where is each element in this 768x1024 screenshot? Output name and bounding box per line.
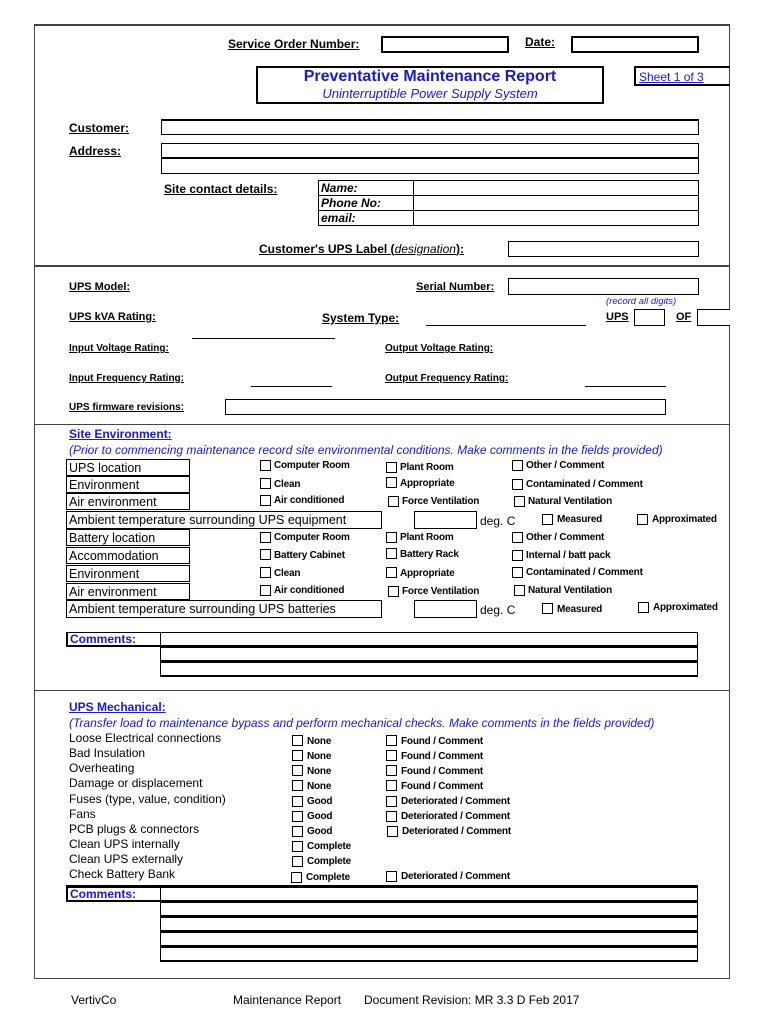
footer-doc-name: Maintenance Report [233, 993, 342, 1007]
system-type-label: System Type: [322, 311, 400, 325]
option-label: Good [307, 826, 333, 837]
checkbox-none[interactable] [292, 750, 303, 761]
contact-row-name [319, 181, 699, 196]
ups-designation-input[interactable] [508, 241, 699, 257]
service-order-input[interactable] [381, 36, 509, 53]
checkbox-battery-cabinet[interactable] [260, 549, 271, 560]
checkbox-natural-ventilation[interactable] [514, 496, 525, 507]
contact-email-label: email: [319, 211, 414, 226]
ups-of-label: OF [676, 311, 692, 323]
option-label: None [307, 751, 332, 762]
checkbox-clean[interactable] [260, 567, 271, 578]
temp-unit: deg. C [480, 514, 516, 528]
contact-name-input[interactable] [414, 181, 699, 196]
checkbox-deteriorated-comment[interactable] [386, 871, 397, 882]
option-label: Deteriorated / Comment [402, 826, 511, 837]
report-subtitle: Uninterruptible Power Supply System [322, 86, 538, 101]
mech-comment-line-1[interactable] [160, 887, 698, 902]
checkbox-measured[interactable] [542, 603, 553, 614]
mech-item-label: Bad Insulation [69, 746, 146, 760]
serial-number-label: Serial Number: [416, 281, 495, 293]
checkbox-good[interactable] [292, 811, 303, 822]
ups-designation-prefix: Customer's UPS Label ( [259, 242, 395, 256]
address-line1-input[interactable] [161, 143, 699, 159]
env-row-label: Accommodation [66, 547, 190, 564]
checkbox-battery-rack[interactable] [386, 548, 397, 559]
mech-item-label: Fuses (type, value, condition) [69, 792, 226, 806]
input-frequency-label: Input Frequency Rating: [69, 373, 184, 384]
ups-model-label: UPS Model: [69, 281, 131, 293]
env-row-label: Environment [66, 565, 190, 582]
output-frequency-label: Output Frequency Rating: [385, 373, 509, 384]
checkbox-force-ventilation[interactable] [388, 496, 399, 507]
contact-name-label: Name: [319, 181, 414, 196]
option-label: Computer Room [274, 460, 350, 471]
checkbox-none[interactable] [292, 765, 303, 776]
checkbox-contaminated[interactable] [512, 567, 523, 578]
checkbox-good[interactable] [292, 796, 303, 807]
option-label: Good [307, 796, 333, 807]
checkbox-other-comment[interactable] [512, 460, 523, 471]
env-row-label: Ambient temperature surrounding UPS equipment [66, 511, 382, 529]
system-type-input[interactable] [426, 325, 586, 326]
option-label: Other / Comment [526, 532, 605, 543]
contact-email-input[interactable] [414, 211, 699, 226]
env-comments-label: Comments: [66, 632, 162, 647]
checkbox-deteriorated-comment[interactable] [386, 796, 397, 807]
section-divider [34, 265, 730, 267]
mech-comment-line-2[interactable] [160, 902, 698, 917]
checkbox-other-comment[interactable] [512, 532, 523, 543]
checkbox-found-comment[interactable] [386, 765, 397, 776]
option-label: Natural Ventilation [528, 585, 612, 596]
checkbox-approximated[interactable] [638, 602, 649, 613]
ups-mechanical-heading: UPS Mechanical: [69, 700, 166, 714]
option-label: Battery Rack [400, 549, 459, 560]
mech-item-label: Clean UPS externally [69, 852, 184, 866]
sheet-indicator: Sheet 1 of 3 [634, 66, 730, 86]
footer-revision: Document Revision: MR 3.3 D Feb 2017 [364, 993, 580, 1007]
option-label: Battery Cabinet [274, 550, 345, 561]
option-label: Force Ventilation [402, 586, 480, 597]
option-label: Deteriorated / Comment [401, 871, 510, 882]
battery-ambient-temp-input[interactable] [414, 600, 477, 618]
ups-count-label: UPS [606, 311, 629, 323]
option-label: Clean [274, 568, 301, 579]
contact-row-phone [319, 196, 699, 211]
checkbox-none[interactable] [292, 735, 303, 746]
ups-designation-suffix: ): [455, 242, 464, 256]
site-environment-instructions: (Prior to commencing maintenance record site environmental conditions. Make comments in the fields provided) [69, 443, 663, 457]
site-contact-label: Site contact details: [164, 182, 278, 196]
option-label: None [307, 781, 332, 792]
kva-rating-label: UPS kVA Rating: [69, 311, 156, 323]
option-label: Contaminated / Comment [526, 479, 643, 490]
checkbox-approximated[interactable] [637, 514, 648, 525]
ups-designation-italic: designation [394, 242, 456, 256]
env-row-label: Environment [66, 476, 190, 493]
firmware-label: UPS firmware revisions: [69, 402, 185, 413]
site-contact-table [318, 180, 699, 226]
temp-unit: deg. C [480, 603, 516, 617]
date-input[interactable] [571, 36, 699, 53]
env-row-label: UPS location [66, 459, 190, 476]
checkbox-deteriorated-comment[interactable] [386, 811, 397, 822]
checkbox-computer-room[interactable] [260, 460, 271, 471]
ups-number-input[interactable] [634, 309, 665, 326]
checkbox-internal-batt-pack[interactable] [512, 550, 523, 561]
firmware-input[interactable] [225, 399, 666, 415]
checkbox-computer-room[interactable] [260, 532, 271, 543]
option-label: Plant Room [400, 532, 454, 543]
ups-total-input[interactable] [697, 309, 730, 326]
mech-comment-line-5[interactable] [160, 947, 698, 962]
mech-comments-label: Comments: [66, 887, 162, 902]
option-label: Found / Comment [401, 751, 483, 762]
mech-item-label: Clean UPS internally [69, 837, 180, 851]
env-row-label: Battery location [66, 529, 190, 546]
section-divider [34, 690, 730, 691]
contact-phone-label: Phone No: [319, 196, 414, 211]
option-label: Complete [306, 872, 350, 883]
mech-item-label: Damage or displacement [69, 776, 203, 790]
option-label: Found / Comment [401, 736, 483, 747]
checkbox-found-comment[interactable] [386, 735, 397, 746]
ups-ambient-temp-input[interactable] [414, 511, 477, 529]
kva-rating-input[interactable] [192, 338, 335, 339]
option-label: Air conditioned [274, 495, 345, 506]
footer-company: VertivCo [71, 993, 117, 1007]
report-title: Preventative Maintenance Report [303, 68, 557, 85]
checkbox-clean[interactable] [260, 478, 271, 489]
checkbox-found-comment[interactable] [386, 750, 397, 761]
mech-item-label: Check Battery Bank [69, 867, 176, 881]
output-frequency-input[interactable] [585, 386, 666, 387]
option-label: Plant Room [400, 462, 454, 473]
contact-row-email [319, 211, 699, 226]
mech-item-label: Overheating [69, 761, 135, 775]
checkbox-complete[interactable] [292, 841, 303, 852]
env-comment-line-3[interactable] [160, 662, 698, 677]
contact-phone-input[interactable] [414, 196, 699, 211]
checkbox-measured[interactable] [542, 514, 553, 525]
option-label: Complete [307, 856, 351, 867]
mech-comment-line-4[interactable] [160, 932, 698, 947]
option-label: Complete [307, 841, 351, 852]
option-label: Found / Comment [401, 766, 483, 777]
ups-designation-label [259, 242, 464, 256]
checkbox-found-comment[interactable] [386, 780, 397, 791]
address-label: Address: [69, 144, 122, 158]
option-label: Force Ventilation [402, 496, 480, 507]
option-label: None [307, 736, 332, 747]
checkbox-plant-room[interactable] [386, 532, 397, 543]
checkbox-good[interactable] [292, 826, 303, 837]
checkbox-plant-room[interactable] [386, 462, 397, 473]
option-label: Deteriorated / Comment [401, 796, 510, 807]
input-frequency-input[interactable] [251, 386, 332, 387]
ups-mechanical-instructions: (Transfer load to maintenance bypass and perform mechanical checks. Make comments in the fields provided) [69, 716, 655, 730]
option-label: Appropriate [400, 478, 455, 489]
checkbox-contaminated[interactable] [512, 479, 523, 490]
checkbox-none[interactable] [292, 780, 303, 791]
env-row-label: Air environment [66, 493, 190, 510]
checkbox-complete[interactable] [291, 872, 302, 883]
report-title-box [256, 66, 604, 104]
option-label: Internal / batt pack [526, 550, 611, 561]
checkbox-appropriate[interactable] [386, 477, 397, 488]
env-comment-line-1[interactable] [160, 632, 698, 647]
mech-item-label: PCB plugs & connectors [69, 822, 200, 836]
option-label: Deteriorated / Comment [401, 811, 510, 822]
customer-label: Customer: [69, 121, 130, 135]
mech-item-label: Loose Electrical connections [69, 731, 222, 745]
env-comment-line-2[interactable] [160, 647, 698, 662]
checkbox-air-conditioned[interactable] [260, 495, 271, 506]
env-row-label: Air environment [66, 583, 190, 600]
checkbox-deteriorated-comment[interactable] [387, 826, 398, 837]
mech-item-label: Fans [69, 807, 96, 821]
mech-comment-line-3[interactable] [160, 917, 698, 932]
option-label: Measured [557, 514, 603, 525]
option-label: Computer Room [274, 532, 350, 543]
customer-input[interactable] [161, 119, 699, 135]
serial-number-input[interactable] [508, 278, 699, 295]
option-label: Appropriate [400, 568, 455, 579]
checkbox-appropriate[interactable] [386, 567, 397, 578]
option-label: Other / Comment [526, 460, 605, 471]
site-environment-heading: Site Environment: [69, 427, 172, 441]
option-label: Good [307, 811, 333, 822]
input-voltage-label: Input Voltage Rating: [69, 343, 169, 354]
option-label: Natural Ventilation [528, 496, 612, 507]
option-label: Measured [557, 604, 603, 615]
option-label: Found / Comment [401, 781, 483, 792]
checkbox-force-ventilation[interactable] [388, 586, 399, 597]
checkbox-complete[interactable] [292, 856, 303, 867]
checkbox-natural-ventilation[interactable] [514, 585, 525, 596]
option-label: Air conditioned [274, 585, 345, 596]
section-divider [34, 424, 730, 425]
option-label: None [307, 766, 332, 777]
address-line2-input[interactable] [161, 158, 699, 174]
option-label: Clean [274, 479, 301, 490]
output-voltage-label: Output Voltage Rating: [385, 343, 494, 354]
option-label: Contaminated / Comment [526, 567, 643, 578]
date-label: Date: [525, 35, 556, 49]
option-label: Approximated [652, 514, 717, 525]
serial-hint: (record all digits) [606, 296, 677, 307]
service-order-label: Service Order Number: [228, 37, 360, 51]
option-label: Approximated [653, 602, 718, 613]
checkbox-air-conditioned[interactable] [260, 585, 271, 596]
env-row-label: Ambient temperature surrounding UPS batteries [66, 600, 382, 618]
